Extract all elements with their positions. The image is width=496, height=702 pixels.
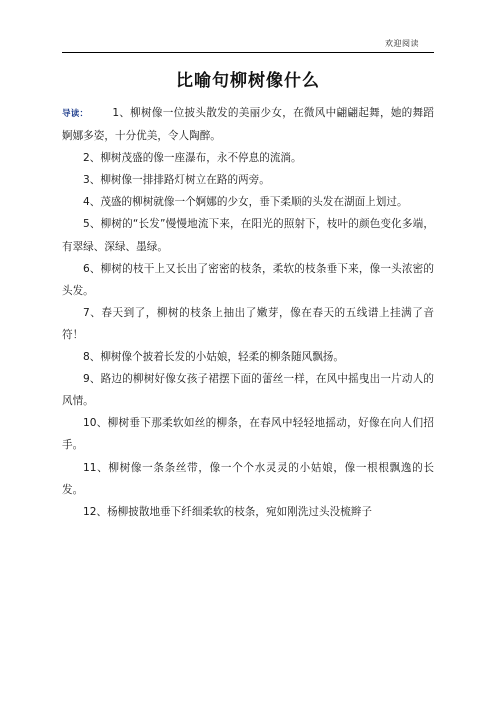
list-item-text: 1、柳树像一位披头散发的美丽少女，在微风中翩翩起舞，她的舞蹈婀娜多姿，十分优美，令人陶醉。	[62, 107, 434, 143]
intro-label: 导读：	[62, 109, 89, 119]
list-item: 6、柳树的枝干上又长出了密密的枝条，柔软的枝条垂下来，像一头浓密的头发。	[62, 262, 434, 297]
article-body	[62, 102, 434, 523]
list-item: 3、柳树像一排排路灯树立在路的两旁。	[83, 174, 270, 187]
page-title: 比喻句柳树像什么	[176, 71, 320, 91]
list-item: 7、春天到了，柳树的枝条上抽出了嫩芽，像在春天的五线谱上挂满了音符！	[62, 306, 434, 341]
list-item	[62, 102, 434, 147]
list-item: 8、柳树像个披着长发的小姑娘，轻柔的柳条随风飘扬。	[83, 351, 344, 364]
list-item: 5、柳树的“长发”慢慢地流下来，在阳光的照射下，枝叶的颜色变化多端，有翠绿、深绿、墨绿。	[62, 218, 434, 253]
list-item: 10、柳树垂下那柔软如丝的柳条，在春风中轻轻地摇动，好像在向人们招手。	[62, 417, 434, 452]
list-item: 11、柳树像一条条丝带，像一个个水灵灵的小姑娘，像一根根飘逸的长发。	[62, 461, 434, 496]
list-item: 9、路边的柳树好像女孩子裙摆下面的蕾丝一样，在风中摇曳出一片动人的风情。	[62, 373, 434, 408]
list-item: 2、柳树茂盛的像一座瀑布，永不停息的流淌。	[83, 152, 302, 165]
header-note: 欢迎阅读	[385, 39, 419, 48]
list-item: 12、杨柳披散地垂下纤细柔软的枝条，宛如刚洗过头没梳辫子	[83, 505, 372, 518]
header-rule	[62, 52, 434, 53]
list-item: 4、茂盛的柳树就像一个婀娜的少女，垂下柔顺的头发在湖面上划过。	[83, 196, 408, 209]
